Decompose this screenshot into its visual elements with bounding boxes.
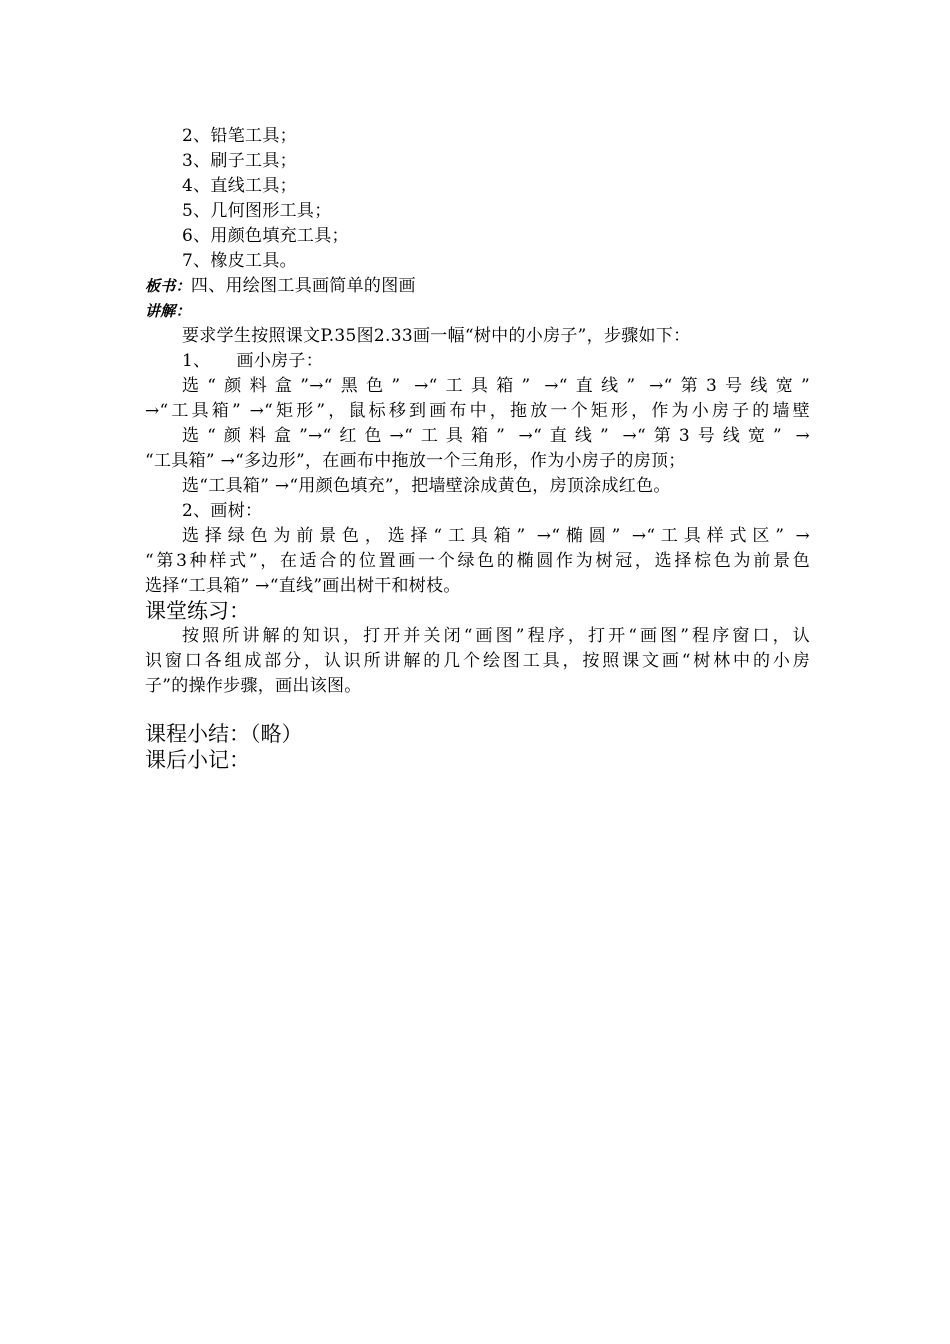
tool-item-shape: 5、几何图形工具； (182, 201, 332, 221)
step1-line4: “工具箱” →“多边形”，在画布中拖放一个三角形，作为小房子的房顶； (145, 451, 686, 471)
tool-item-brush: 3、刷子工具； (182, 151, 297, 171)
notes-heading: 课后小记： (145, 748, 250, 772)
practice-line1: 按照所讲解的知识，打开并关闭“画图”程序，打开“画图”程序窗口，认 (182, 626, 810, 646)
tool-item-fill: 6、用颜色填充工具； (182, 226, 349, 246)
step1-line3: 选“颜料盒”→“红色→“工具箱” →“直线” →“第3号线宽” → (182, 426, 810, 446)
summary-heading: 课程小结：（略） (145, 722, 303, 746)
practice-line2: 识窗口各组成部分，认识所讲解的几个绘图工具，按照课文画“树林中的小房 (145, 651, 810, 671)
board-label: 板书： (145, 277, 191, 295)
step2-line2: “第3种样式”，在适合的位置画一个绿色的椭圆作为树冠，选择棕色为前景色 (145, 551, 810, 571)
step1-line2: →“工具箱” →“矩形”，鼠标移到画布中，拖放一个矩形，作为小房子的墙壁 (145, 401, 810, 421)
tool-item-pencil: 2、铅笔工具； (182, 126, 297, 146)
lecture-line (145, 299, 810, 324)
practice-line3: 子”的操作步骤，画出该图。 (145, 676, 362, 696)
step2-line3: 选择“工具箱” →“直线”画出树干和树枝。 (145, 576, 461, 596)
tool-item-eraser: 7、橡皮工具。 (182, 251, 297, 271)
lecture-label: 讲解： (145, 302, 191, 320)
board-line (145, 274, 810, 299)
board-text: 四、用绘图工具画简单的图画 (190, 276, 416, 296)
step2-line1: 选择绿色为前景色，选择“工具箱” →“椭圆” →“工具样式区” → (182, 526, 810, 546)
lecture-intro: 要求学生按照课文P.35图2.33画一幅“树中的小房子”，步骤如下： (182, 326, 691, 346)
practice-heading: 课堂练习： (145, 599, 250, 623)
step1-line1: 选“颜料盒”→“黑色” →“工具箱” →“直线” →“第3号线宽” (182, 376, 810, 396)
step2-title: 2、画树： (182, 501, 263, 521)
step1-line5: 选“工具箱” →“用颜色填充”，把墙壁涂成黄色，房顶涂成红色。 (182, 476, 671, 496)
tool-item-line: 4、直线工具； (182, 176, 297, 196)
step1-title: 1、 画小房子： (182, 351, 324, 371)
